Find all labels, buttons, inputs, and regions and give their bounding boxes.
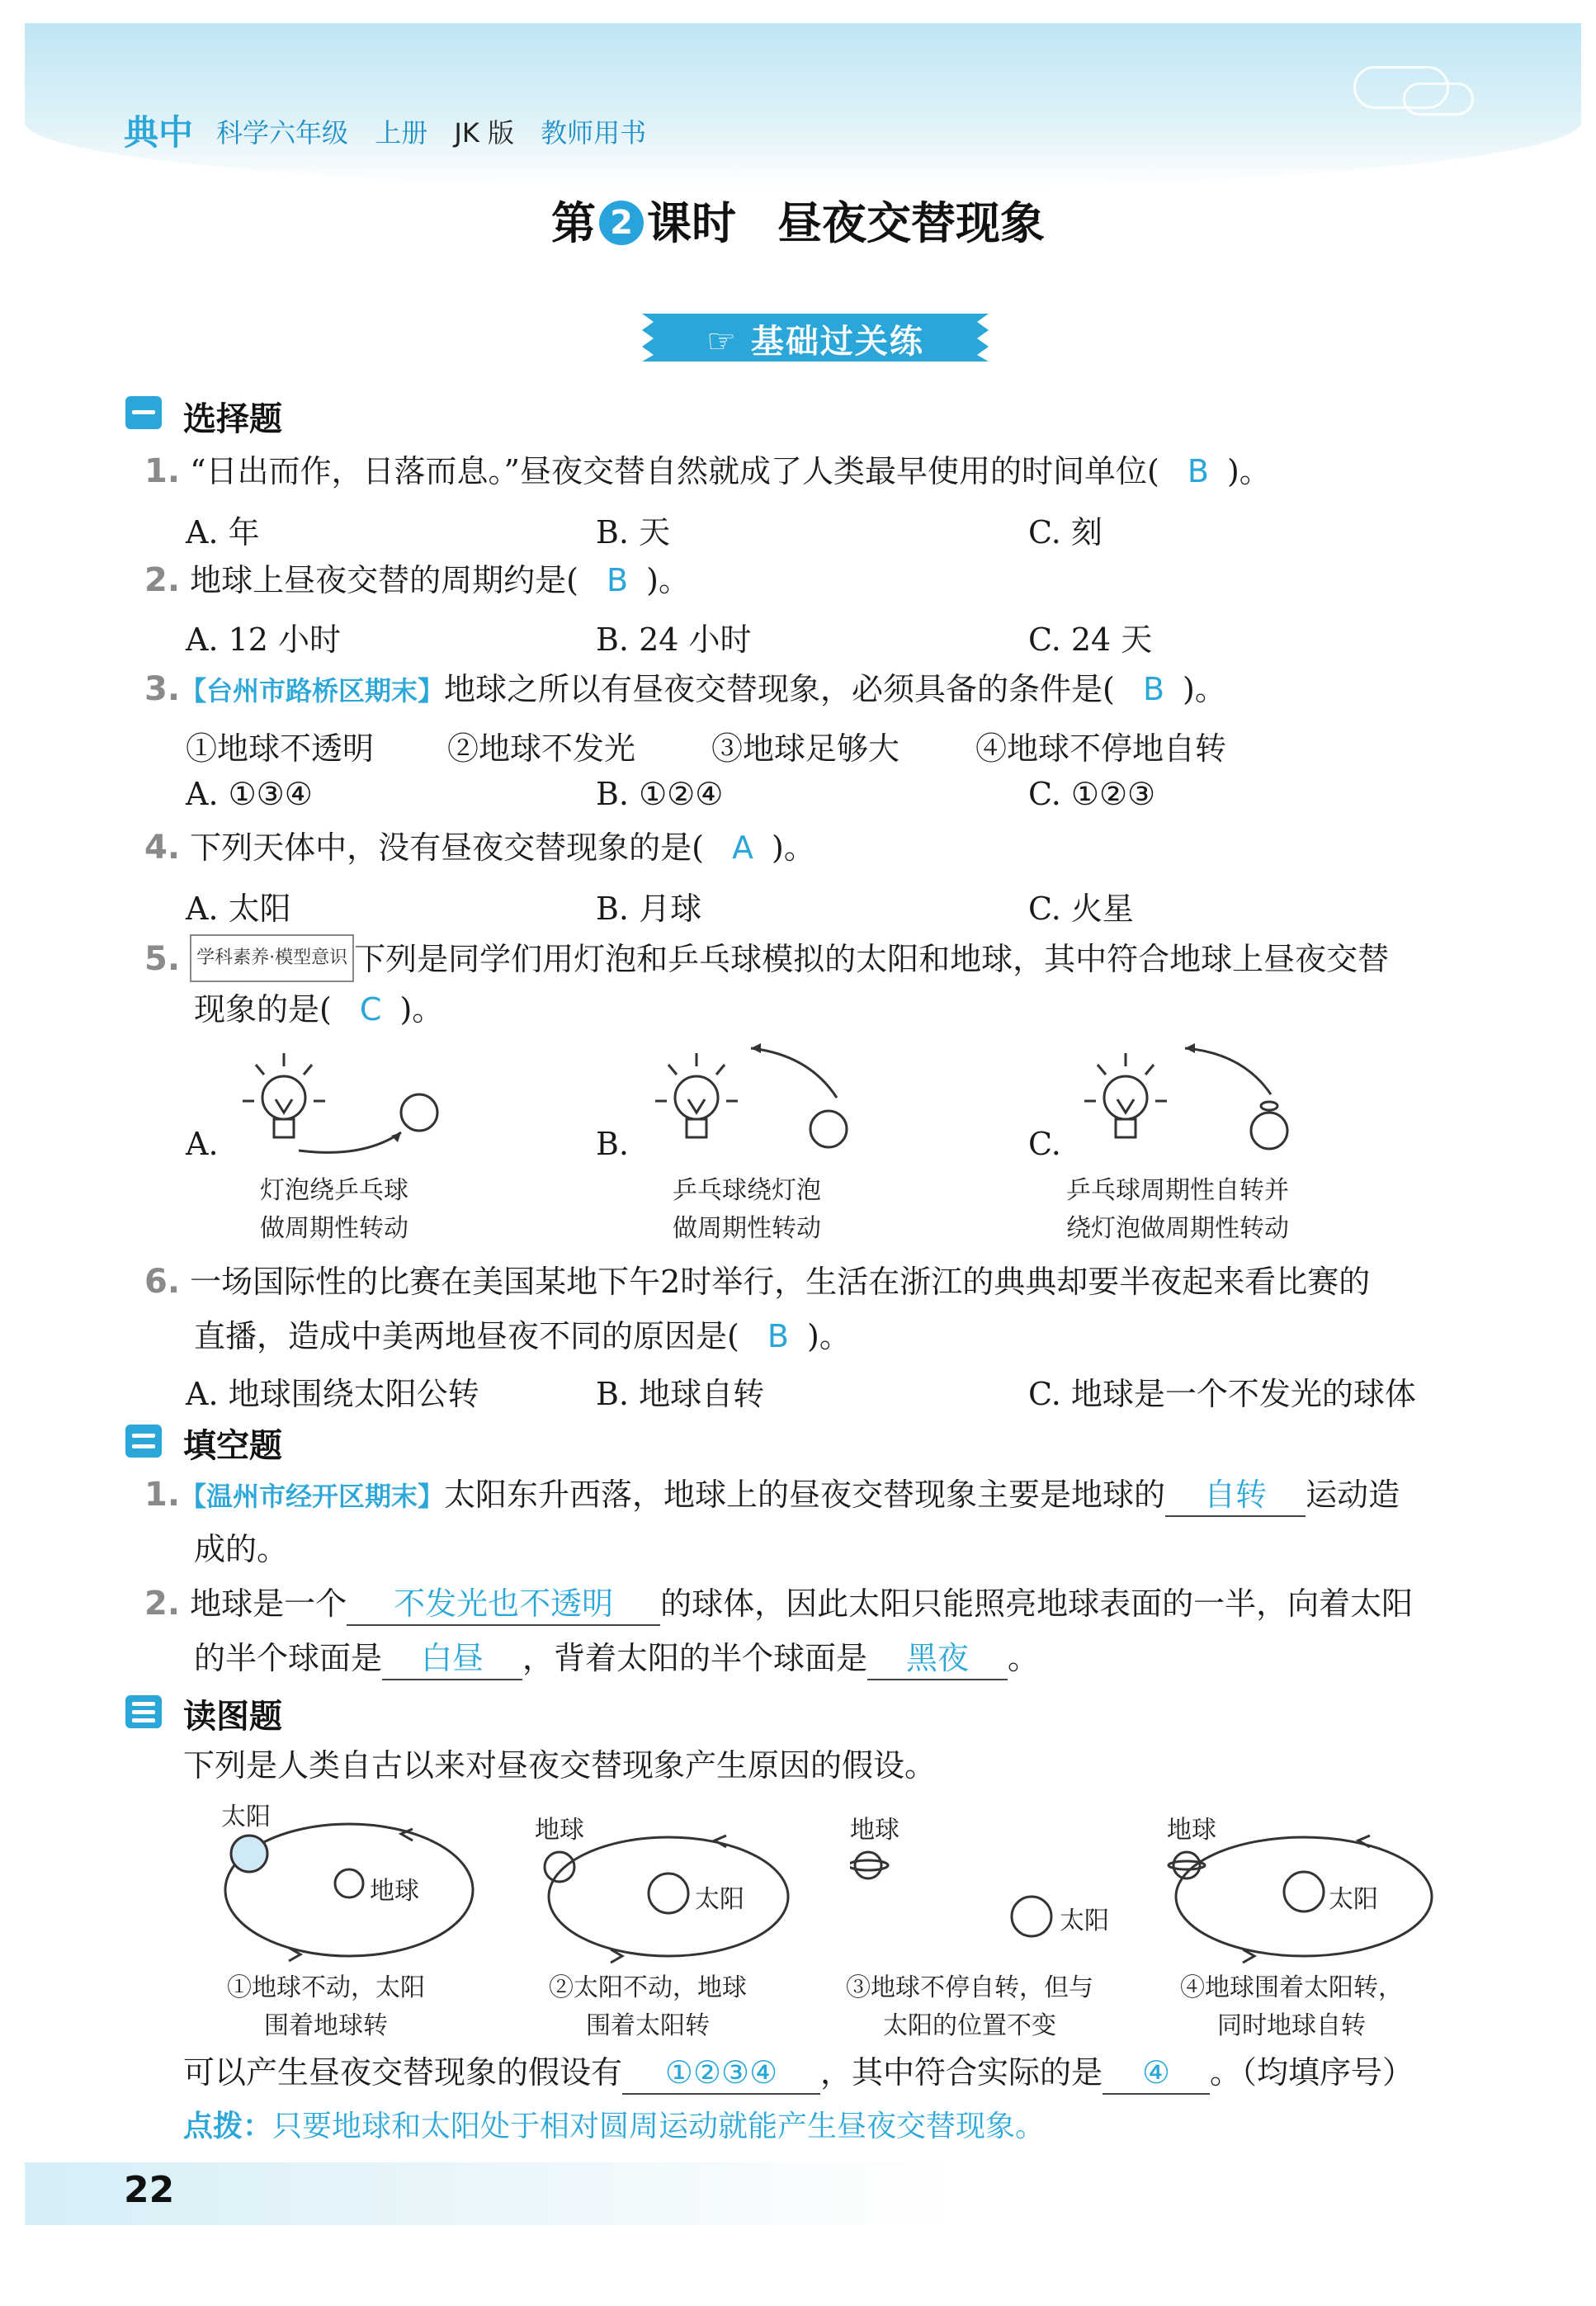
caption-line: ②太阳不动，地球 bbox=[549, 1973, 747, 2002]
source-tag: 【台州市路桥区期末】 bbox=[180, 675, 445, 706]
diagram-2-inner-label: 太阳 bbox=[695, 1885, 744, 1914]
diagram-1-outer-label: 太阳 bbox=[221, 1803, 271, 1831]
question-6 bbox=[144, 1261, 1370, 1302]
option-c: C. ①②③ bbox=[1028, 776, 1156, 812]
question-stem: 地球之所以有昼夜交替现象，必须具备的条件是( bbox=[444, 671, 1115, 707]
hint bbox=[183, 2103, 1045, 2145]
figure-caption-b bbox=[652, 1172, 842, 1248]
option-c: C. 刻 bbox=[1028, 514, 1103, 551]
caption-line: ③地球不停自转，但与 bbox=[846, 1973, 1093, 2002]
caption-line: 灯泡绕乒乓球 bbox=[260, 1176, 408, 1205]
question-5 bbox=[144, 934, 1389, 982]
option-a: A. ①③④ bbox=[186, 776, 313, 812]
hint-text: 只要地球和太阳处于相对圆周运动就能产生昼夜交替现象。 bbox=[272, 2110, 1046, 2143]
question-1 bbox=[144, 451, 1271, 492]
source-tag: 【温州市经开区期末】 bbox=[180, 1481, 445, 1512]
answer: B bbox=[607, 562, 629, 598]
caption-line: ④地球围着太阳转， bbox=[1180, 1973, 1403, 2002]
question-3 bbox=[144, 669, 1226, 711]
diagram-question bbox=[183, 2052, 1414, 2095]
question-tail: )。 bbox=[646, 562, 690, 598]
figure-label-b: B. bbox=[596, 1126, 630, 1162]
question-6-line2 bbox=[194, 1316, 851, 1357]
question-text: 的半个球面是 bbox=[194, 1640, 383, 1676]
title-suffix: 课时 bbox=[647, 197, 736, 249]
caption-line: ①地球不动，太阳 bbox=[227, 1973, 425, 2002]
question-number: 2. bbox=[144, 561, 181, 599]
question-text: ，背着太阳的半个球面是 bbox=[522, 1640, 868, 1676]
question-4 bbox=[144, 827, 815, 868]
answer: B bbox=[767, 1318, 789, 1354]
option-b: B. 月球 bbox=[596, 891, 702, 927]
answer: B bbox=[1142, 671, 1165, 707]
header-book: 教师用书 bbox=[541, 117, 647, 149]
question-number: 2. bbox=[144, 1585, 181, 1623]
diagram-3-figure bbox=[850, 1841, 1081, 1956]
question-stem: 下列天体中，没有昼夜交替现象的是( bbox=[190, 829, 704, 866]
section-three-icon bbox=[125, 1695, 162, 1728]
answer: A bbox=[732, 829, 754, 866]
section-three-intro: 下列是人类自古以来对昼夜交替现象产生原因的假设。 bbox=[183, 1747, 937, 1784]
question-stem: 直播，造成中美两地昼夜不同的原因是( bbox=[194, 1318, 739, 1354]
question-stem: 现象的是( bbox=[194, 991, 332, 1028]
page-number: 22 bbox=[124, 2169, 175, 2211]
question-number: 3. bbox=[144, 670, 181, 708]
question-tail: )。 bbox=[1183, 671, 1226, 707]
condition-1: ①地球不透明 bbox=[186, 730, 375, 767]
section-three-title: 读图题 bbox=[183, 1698, 282, 1736]
option-b: B. 天 bbox=[596, 514, 671, 551]
question-stem: 一场国际性的比赛在美国某地下午2时举行，生活在浙江的典典却要半夜起来看比赛的 bbox=[190, 1264, 1371, 1300]
caption-line: 乒乓球周期性自转并 bbox=[1066, 1176, 1289, 1205]
diagram-4-caption bbox=[1155, 1969, 1428, 2045]
diagram-4-inner-label: 太阳 bbox=[1329, 1885, 1378, 1914]
lesson-number-badge: 2 bbox=[599, 201, 644, 245]
question-text: 太阳东升西落，地球上的昼夜交替现象主要是地球的 bbox=[444, 1477, 1166, 1513]
diagram-2-orbit bbox=[536, 1826, 800, 1974]
caption-line: 同时地球自转 bbox=[1217, 2011, 1366, 2040]
question-text: 地球是一个 bbox=[190, 1585, 347, 1622]
caption-line: 围着地球转 bbox=[264, 2011, 388, 2040]
condition-3: ③地球足够大 bbox=[711, 730, 900, 767]
option-a: A. 年 bbox=[186, 514, 260, 551]
question-number: 4. bbox=[144, 829, 181, 867]
caption-line: 做周期性转动 bbox=[673, 1214, 821, 1243]
header-band bbox=[25, 23, 1581, 188]
diagram-1-orbit bbox=[215, 1816, 487, 1973]
diagram-1-inner-label: 地球 bbox=[370, 1877, 419, 1906]
page-title bbox=[0, 188, 1596, 252]
section-two-title: 填空题 bbox=[183, 1427, 282, 1465]
option-c: C. 地球是一个不发光的球体 bbox=[1028, 1376, 1416, 1412]
question-number: 1. bbox=[144, 452, 181, 490]
figure-caption-a bbox=[239, 1172, 429, 1248]
caption-line: 绕灯泡做周期性转动 bbox=[1066, 1214, 1289, 1243]
figure-label-c: C. bbox=[1028, 1126, 1061, 1162]
bulb-orbit-figure-a bbox=[239, 1050, 454, 1174]
question-stem: 下列是同学们用灯泡和乒乓球模拟的太阳和地球，其中符合地球上昼夜交替 bbox=[354, 941, 1390, 977]
header-volume: 上册 bbox=[375, 117, 428, 149]
question-text: 。（均填序号） bbox=[1210, 2054, 1414, 2091]
diagram-3-outer-label: 地球 bbox=[850, 1816, 900, 1845]
question-tail: )。 bbox=[1226, 453, 1271, 489]
title-name: 昼夜交替现象 bbox=[777, 197, 1045, 249]
literacy-tag: 学科素养·模型意识 bbox=[190, 934, 354, 982]
option-b: B. 地球自转 bbox=[596, 1376, 765, 1412]
answer: C bbox=[359, 991, 382, 1028]
diagram-2-caption bbox=[528, 1969, 767, 2045]
fill-question-1-line2: 成的。 bbox=[194, 1531, 289, 1567]
option-a: A. 12 小时 bbox=[186, 621, 342, 658]
title-prefix: 第 bbox=[551, 197, 596, 249]
question-stem: “日出而作，日落而息。”昼夜交替自然就成了人类最早使用的时间单位( bbox=[190, 453, 1159, 489]
bulb-orbit-figure-c bbox=[1081, 1037, 1296, 1169]
diagram-4-orbit bbox=[1164, 1826, 1444, 1974]
option-c: C. 24 天 bbox=[1028, 621, 1153, 658]
diagram-3-inner-label: 太阳 bbox=[1060, 1907, 1109, 1935]
section-two-icon bbox=[125, 1425, 162, 1458]
condition-4: ④地球不停地自转 bbox=[975, 730, 1227, 767]
caption-line: 做周期性转动 bbox=[260, 1214, 408, 1243]
bulb-orbit-figure-b bbox=[652, 1037, 866, 1169]
question-text: ，其中符合实际的是 bbox=[820, 2054, 1103, 2091]
question-text: 。 bbox=[1008, 1640, 1040, 1676]
question-tail: )。 bbox=[399, 991, 444, 1028]
diagram-1-caption bbox=[206, 1969, 446, 2045]
question-text: 运动造 bbox=[1306, 1477, 1400, 1513]
caption-line: 围着太阳转 bbox=[586, 2011, 710, 2040]
fill-question-2 bbox=[144, 1583, 1413, 1626]
diagram-2-outer-label: 地球 bbox=[535, 1816, 584, 1845]
question-text: 可以产生昼夜交替现象的假设有 bbox=[183, 2054, 623, 2091]
condition-2: ②地球不发光 bbox=[447, 730, 636, 767]
diagram-3-caption bbox=[829, 1969, 1110, 2045]
answer-blank: 黑夜 bbox=[867, 1637, 1008, 1680]
running-header bbox=[216, 112, 664, 150]
question-text: 的球体，因此太阳只能照亮地球表面的一半，向着太阳 bbox=[660, 1585, 1414, 1622]
brand-logo: 典中 bbox=[124, 112, 194, 153]
option-b: B. ①②④ bbox=[596, 776, 724, 812]
question-number: 1. bbox=[144, 1476, 181, 1514]
option-a: A. 地球围绕太阳公转 bbox=[186, 1376, 479, 1412]
cloud-decoration bbox=[1403, 83, 1474, 116]
figure-label-a: A. bbox=[186, 1126, 219, 1162]
header-edition: JK 版 bbox=[454, 117, 514, 149]
question-number: 5. bbox=[144, 940, 181, 978]
caption-line: 乒乓球绕灯泡 bbox=[673, 1176, 821, 1205]
banner-label: 基础过关练 bbox=[750, 323, 924, 361]
question-tail: )。 bbox=[807, 1318, 851, 1354]
fill-question-2-line2 bbox=[194, 1637, 1039, 1680]
question-number: 6. bbox=[144, 1263, 181, 1301]
question-5-line2 bbox=[194, 989, 443, 1030]
hint-label: 点拨： bbox=[183, 2110, 273, 2143]
section-one-icon bbox=[125, 396, 162, 429]
answer-blank: ①②③④ bbox=[622, 2052, 820, 2095]
option-c: C. 火星 bbox=[1028, 891, 1134, 927]
answer-blank: 不发光也不透明 bbox=[347, 1583, 660, 1626]
answer: B bbox=[1187, 453, 1209, 489]
option-a: A. 太阳 bbox=[186, 891, 291, 927]
question-tail: )。 bbox=[772, 829, 815, 866]
question-2 bbox=[144, 560, 690, 601]
caption-line: 太阳的位置不变 bbox=[883, 2011, 1056, 2040]
diagram-4-outer-label: 地球 bbox=[1167, 1816, 1216, 1845]
answer-blank: ④ bbox=[1103, 2052, 1210, 2095]
question-stem: 地球上昼夜交替的周期约是( bbox=[190, 562, 578, 598]
footer-band bbox=[25, 2162, 1581, 2225]
banner-text: ☞ 基础过关练 bbox=[706, 323, 924, 361]
section-one-title: 选择题 bbox=[183, 400, 282, 438]
answer-blank: 白昼 bbox=[382, 1637, 522, 1680]
header-subject: 科学六年级 bbox=[216, 117, 349, 149]
figure-caption-c bbox=[1041, 1172, 1314, 1248]
answer-blank: 自转 bbox=[1165, 1474, 1306, 1517]
option-b: B. 24 小时 bbox=[596, 621, 752, 658]
fill-question-1 bbox=[144, 1474, 1400, 1517]
